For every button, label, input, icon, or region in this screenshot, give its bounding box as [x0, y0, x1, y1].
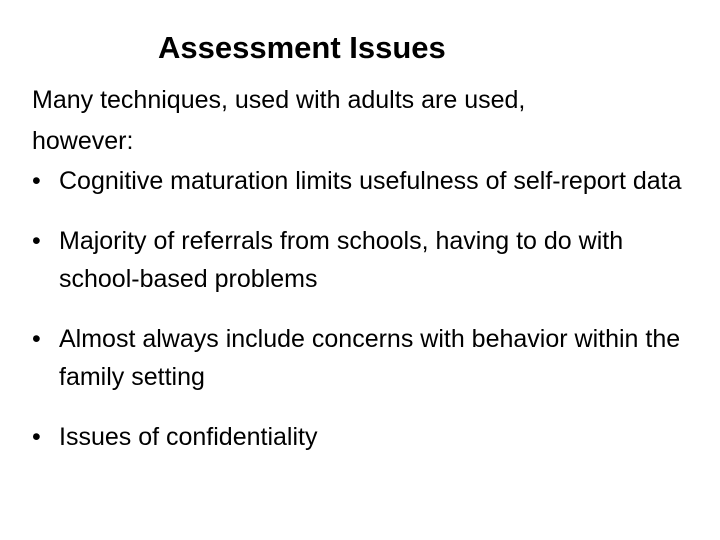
bullet-marker: •: [32, 167, 41, 195]
slide-title: Assessment Issues: [158, 30, 446, 65]
bullet-item-family-behavior: [32, 320, 692, 396]
bullet-marker: •: [32, 227, 41, 255]
bullet-text: Issues of confidentiality: [59, 423, 318, 451]
bullet-list: [32, 162, 692, 456]
bullet-text: Majority of referrals from schools, having to do with school-based problems: [59, 227, 624, 293]
bullet-marker: •: [32, 423, 41, 451]
bullet-text: Almost always include concerns with behavior within the family setting: [59, 325, 681, 391]
intro-text-line-2: however:: [32, 127, 134, 155]
bullet-text: Cognitive maturation limits usefulness of self-report data: [59, 167, 682, 195]
slide-body: [32, 80, 692, 478]
intro-text-line-1: Many techniques, used with adults are used,: [32, 86, 526, 114]
bullet-item-referrals: [32, 222, 692, 298]
bullet-item-self-report: [32, 162, 692, 200]
bullet-item-confidentiality: [32, 418, 692, 456]
bullet-marker: •: [32, 325, 41, 353]
